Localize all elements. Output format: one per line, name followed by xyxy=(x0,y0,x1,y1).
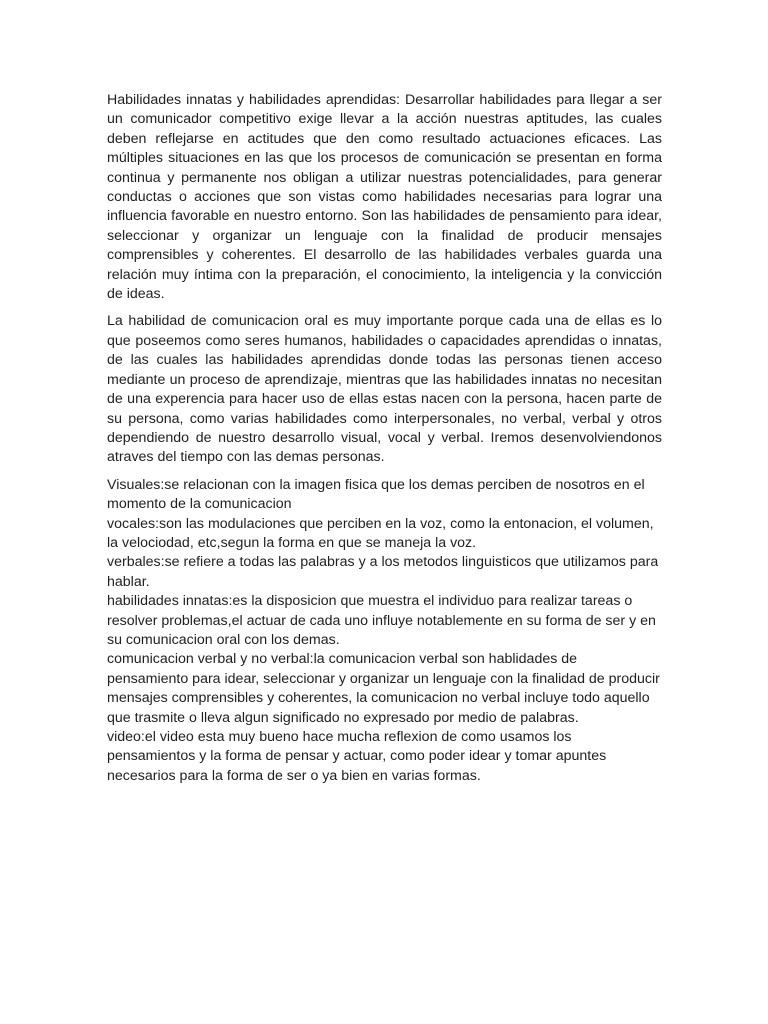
definition-visuales: Visuales:se relacionan con la imagen fisica que los demas perciben de nosotros en el momento de la comunicacion xyxy=(107,476,645,513)
paragraph-habilidades-innatas-aprendidas: Habilidades innatas y habilidades aprendidas: Desarrollar habilidades para llegar a ser un comunicador competitivo exige llevar a la acción nuestras aptitudes, las cuales deben reflejarse en actitudes que den como resultado actuaciones eficaces. Las múltiples situaciones en las que los procesos de comunicación se presentan en forma continua y permanente nos obligan a utilizar nuestras potencialidades, para generar conductas o acciones que son vistas como habilidades necesarias para lograr una influencia favorable en nuestro entorno. Son las habilidades de pensamiento para idear, seleccionar y organizar un lenguaje con la finalidad de producir mensajes comprensibles y coherentes. El desarrollo de las habilidades verbales guarda una relación muy íntima con la preparación, el conocimiento, la inteligencia y la convicción de ideas. xyxy=(107,92,662,303)
document-page xyxy=(107,91,662,786)
definition-verbales: verbales:se refiere a todas las palabras y a los metodos linguisticos que utilizamos para hablar. xyxy=(107,554,659,590)
definitions-list xyxy=(107,476,662,787)
definition-habilidades-innatas: habilidades innatas:es la disposicion que muestra el individuo para realizar tareas o resolver problemas,el actuar de cada uno influye notablemente en su forma de ser y en su comunicacion oral con los demas. xyxy=(107,593,656,648)
definition-video: video:el video esta muy bueno hace mucha reflexion de como usamos los pensamientos y la forma de pensar y actuar, como poder idear y tomar apuntes necesarios para la forma de ser o ya bien en varias formas. xyxy=(107,729,607,784)
definition-comunicacion-verbal-no-verbal: comunicacion verbal y no verbal:la comunicacion verbal son hablidades de pensamiento para idear, seleccionar y organizar un lenguaje con la finalidad de producir mensajes comprensibles y coherentes, la comunicacion no verbal incluye todo aquello que trasmite o lleva algun significado no expresado por medio de palabras. xyxy=(107,651,660,726)
paragraph-habilidad-comunicacion-oral: La habilidad de comunicacion oral es muy importante porque cada una de ellas es lo que poseemos como seres humanos, habilidades o capacidades aprendidas o innatas, de las cuales las habilidades aprendidas donde todas las personas tienen acceso mediante un proceso de aprendizaje, mientras que las habilidades innatas no necesitan de una experencia para hacer uso de ellas estas nacen con la persona, hacen parte de su persona, como varias habilidades como interpersonales, no verbal, verbal y otros dependiendo de nuestro desarrollo visual, vocal y verbal. Iremos desenvolviendonos atraves del tiempo con las demas personas. xyxy=(107,313,662,466)
definition-vocales: vocales:son las modulaciones que perciben en la voz, como la entonacion, el volumen, la velociodad, etc,segun la forma en que se maneja la voz. xyxy=(107,515,654,551)
